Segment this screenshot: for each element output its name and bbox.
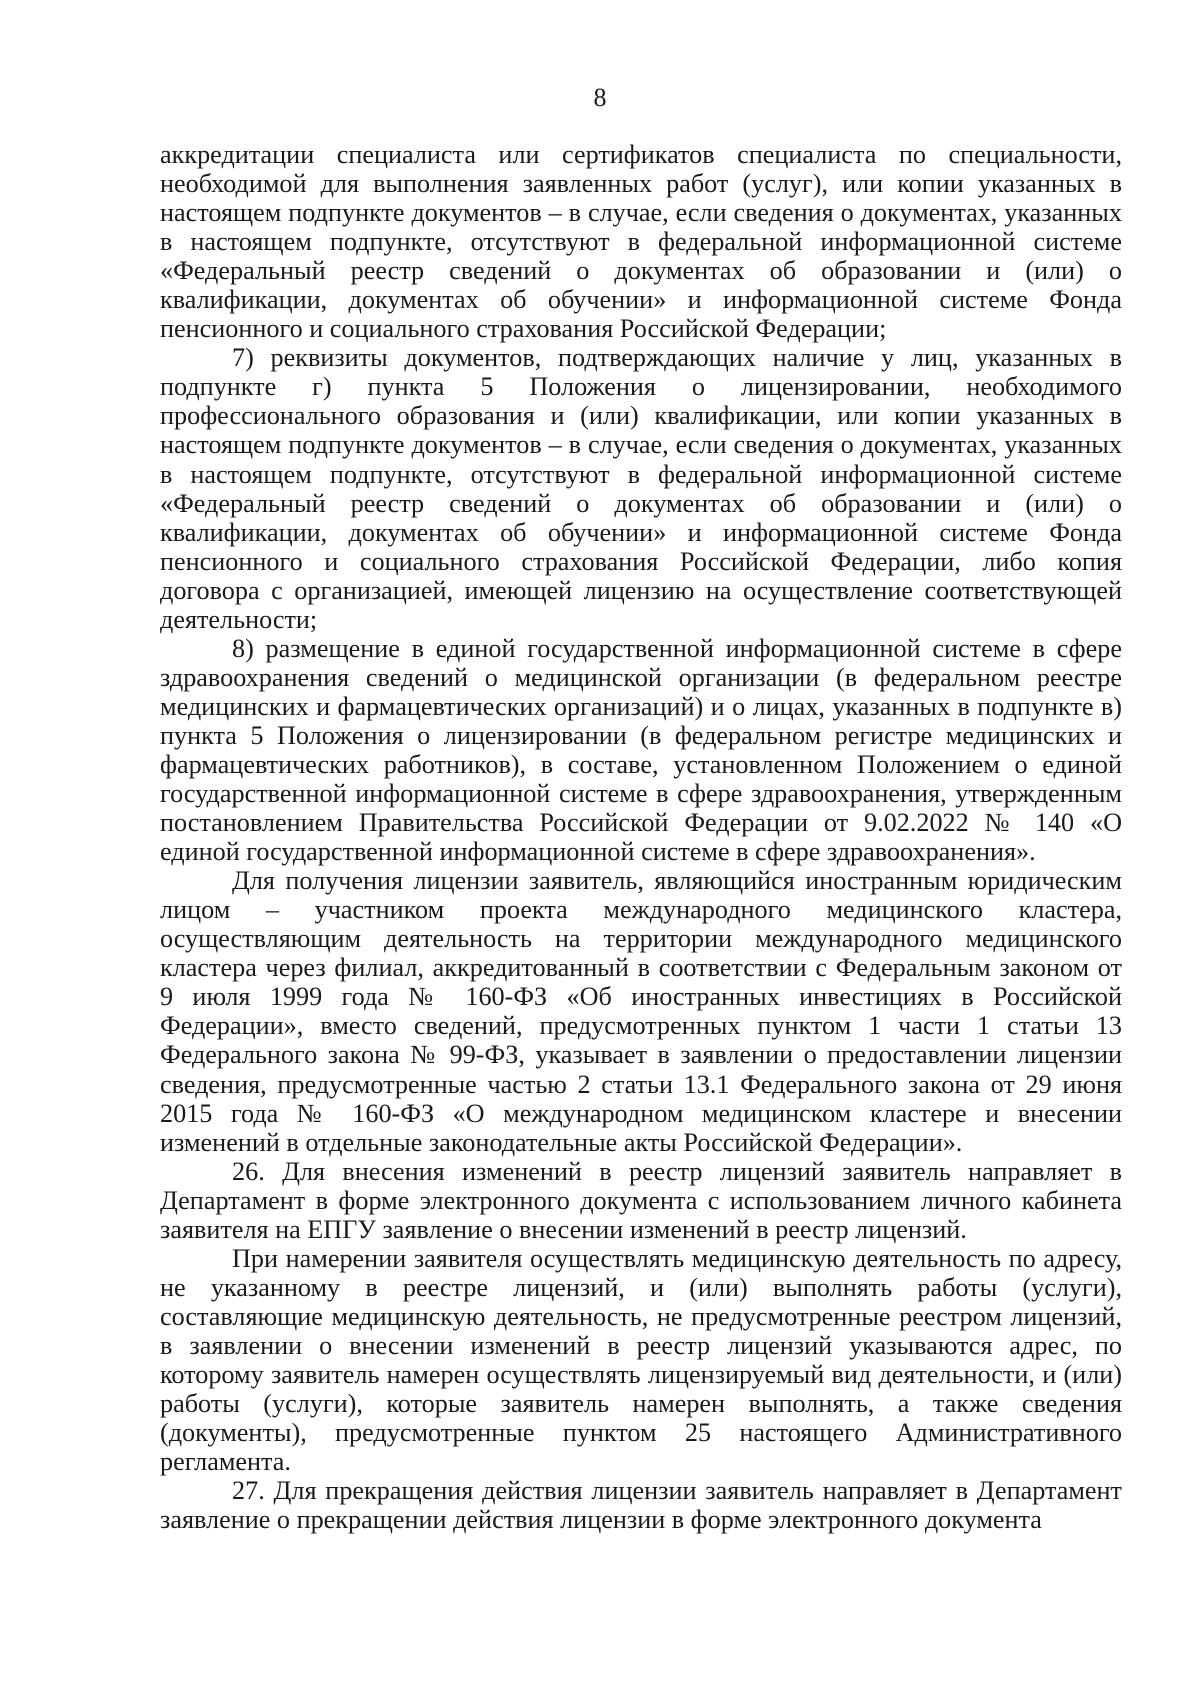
paragraph: 26. Для внесения изменений в реестр лицензий заявитель направляет в Департамент в форме электронного документа с использованием личного кабинета заявителя на ЕПГУ заявление о внесении изменений в реестр лицензий. — [160, 1156, 1122, 1244]
paragraph: Для получения лицензии заявитель, являющийся иностранным юридическим лицом – участником проекта международного медицинского кластера, осуществляющим деятельность на территории международного медицинского кластера через филиал, аккредитованный в соответствии с Федеральным законом от 9 июля 1999 года № 160-ФЗ «Об иностранных инвестициях в Российской Федерации», вместо сведений, предусмотренных пунктом 1 части 1 статьи 13 Федерального закона № 99-ФЗ, указывает в заявлении о предоставлении лицензии сведения, предусмотренные частью 2 статьи 13.1 Федерального закона от 29 июня 2015 года № 160-ФЗ «О международном медицинском кластере и внесении изменений в отдельные законодательные акты Российской Федерации». — [160, 866, 1122, 1157]
page-number: 8 — [593, 83, 607, 112]
paragraph: 8) размещение в единой государственной информационной системе в сфере здравоохранения сведений о медицинской организации (в федеральном реестре медицинских и фармацевтических организаций) и о лицах, указанных в подпункте в) пункта 5 Положения о лицензировании (в федеральном регистре медицинских и фармацевтических работников), в составе, установленном Положением о единой государственной информационной системе в сфере здравоохранения, утвержденным постановлением Правительства Российской Федерации от 9.02.2022 № 140 «О единой государственной информационной системе в сфере здравоохранения». — [160, 633, 1122, 867]
paragraph: 7) реквизиты документов, подтверждающих наличие у лиц, указанных в подпункте г) пункта 5 Положения о лицензировании, необходимого профессионального образования и (или) квалификации, или копии указанных в настоящем подпункте документов – в случае, если сведения о документах, указанных в настоящем подпункте, отсутствуют в федеральной информационной системе «Федеральный реестр сведений о документах об образовании и (или) о квалификации, документах об обучении» и информационной системе Фонда пенсионного и социального страхования Российской Федерации, либо копия договора с организацией, имеющей лицензию на осуществление соответствующей деятельности; — [160, 343, 1122, 634]
paragraph: аккредитации специалиста или сертификатов специалиста по специальности, необходимой для выполнения заявленных работ (услуг), или копии указанных в настоящем подпункте документов – в случае, если сведения о документах, указанных в настоящем подпункте, отсутствуют в федеральной информационной системе «Федеральный реестр сведений о документах об образовании и (или) о квалификации, документах об обучении» и информационной системе Фонда пенсионного и социального страхования Российской Федерации; — [160, 140, 1122, 344]
paragraph: 27. Для прекращения действия лицензии заявитель направляет в Департамент заявление о прекращении действия лицензии в форме электронного документа — [160, 1476, 1122, 1535]
paragraph: При намерении заявителя осуществлять медицинскую деятельность по адресу, не указанному в реестре лицензий, и (или) выполнять работы (услуги), составляющие медицинскую деятельность, не предусмотренные реестром лицензий, в заявлении о внесении изменений в реестр лицензий указываются адрес, по которому заявитель намерен осуществлять лицензируемый вид деятельности, и (или) работы (услуги), которые заявитель намерен выполнять, а также сведения (документы), предусмотренные пунктом 25 настоящего Административного регламента. — [160, 1243, 1122, 1477]
document-body — [160, 140, 1122, 1534]
